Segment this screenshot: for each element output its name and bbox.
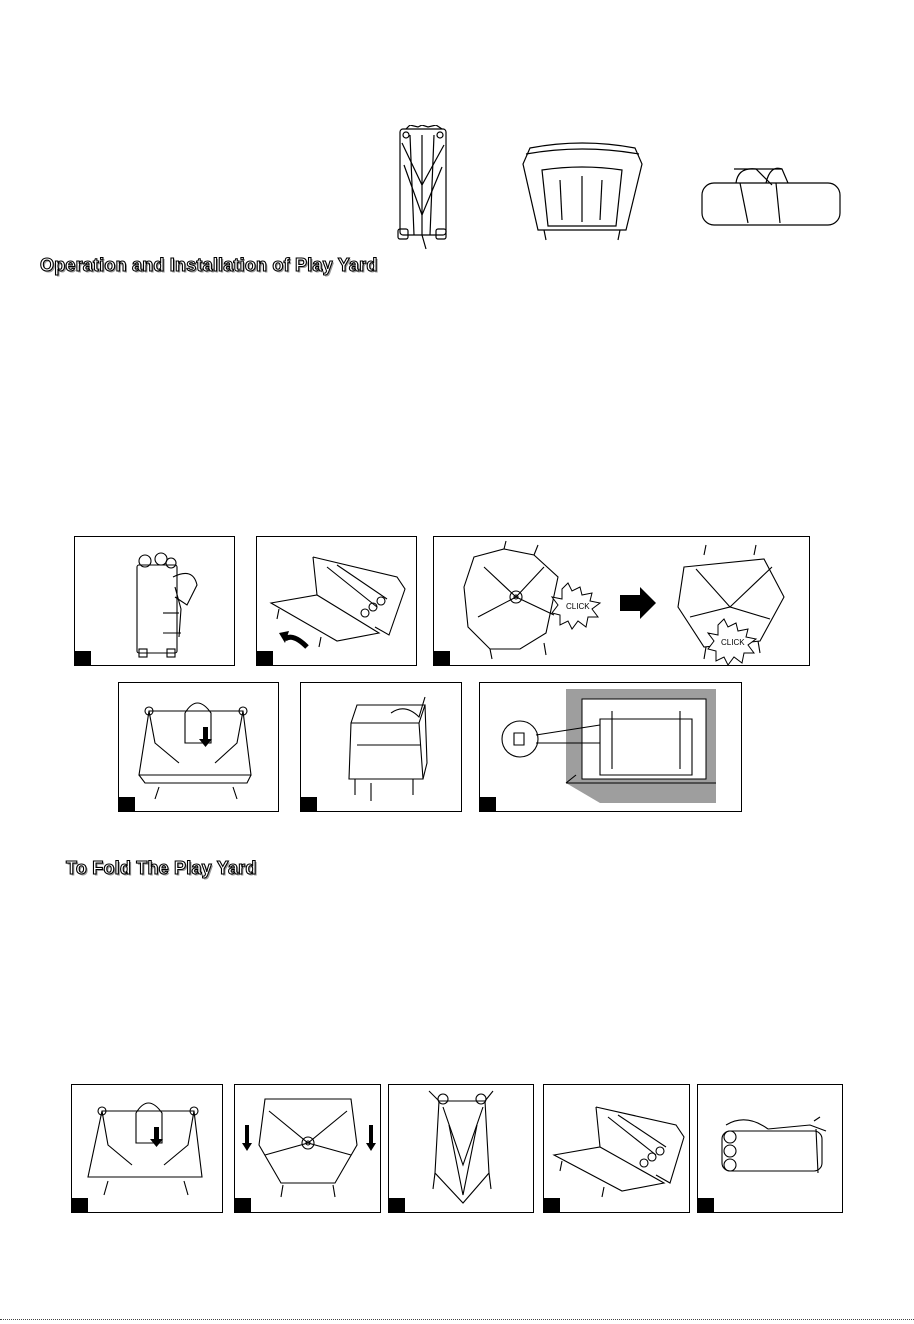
install-step-3 bbox=[433, 536, 810, 666]
install-step-2 bbox=[256, 536, 417, 666]
fold-step-5 bbox=[697, 1084, 843, 1213]
step-badge bbox=[301, 797, 317, 811]
install-step-5 bbox=[300, 682, 462, 812]
step-badge bbox=[72, 1198, 88, 1212]
lock-top-rails-illustration bbox=[434, 537, 810, 666]
fold-step-3 bbox=[388, 1084, 534, 1213]
page-edge-divider bbox=[0, 1319, 914, 1320]
step-badge bbox=[698, 1198, 714, 1212]
step-badge bbox=[235, 1198, 251, 1212]
step-badge bbox=[544, 1198, 560, 1212]
press-center-down-illustration bbox=[119, 683, 279, 812]
install-step-1 bbox=[74, 536, 235, 666]
wrap-mattress-illustration bbox=[698, 1085, 843, 1213]
bassinet-fabric-illustration bbox=[520, 140, 645, 242]
step-badge bbox=[480, 797, 496, 811]
click-label: CLICK bbox=[721, 638, 745, 647]
install-heading: Operation and Installation of Play Yard bbox=[40, 255, 378, 275]
release-rails-illustration bbox=[235, 1085, 381, 1213]
step-badge bbox=[257, 651, 273, 665]
lift-center-illustration bbox=[72, 1085, 223, 1213]
lay-down-illustration bbox=[257, 537, 417, 666]
fold-heading: To Fold The Play Yard bbox=[66, 858, 257, 878]
attach-bassinet-illustration bbox=[480, 683, 742, 812]
fold-step-4 bbox=[543, 1084, 690, 1213]
folded-play-yard-illustration bbox=[392, 125, 454, 250]
install-step-6 bbox=[479, 682, 742, 812]
fold-step-1 bbox=[71, 1084, 223, 1213]
carry-bag-illustration bbox=[696, 165, 844, 229]
install-step-4 bbox=[118, 682, 279, 812]
gather-legs-illustration bbox=[389, 1085, 534, 1213]
insert-mattress-illustration bbox=[301, 683, 462, 812]
click-label: CLICK bbox=[566, 602, 590, 611]
step-badge bbox=[119, 797, 135, 811]
step-badge bbox=[434, 651, 450, 665]
step-badge bbox=[75, 651, 91, 665]
fold-step-2 bbox=[234, 1084, 381, 1213]
unfold-upright-illustration bbox=[75, 537, 235, 666]
stand-upright-illustration bbox=[544, 1085, 690, 1213]
step-badge bbox=[389, 1198, 405, 1212]
